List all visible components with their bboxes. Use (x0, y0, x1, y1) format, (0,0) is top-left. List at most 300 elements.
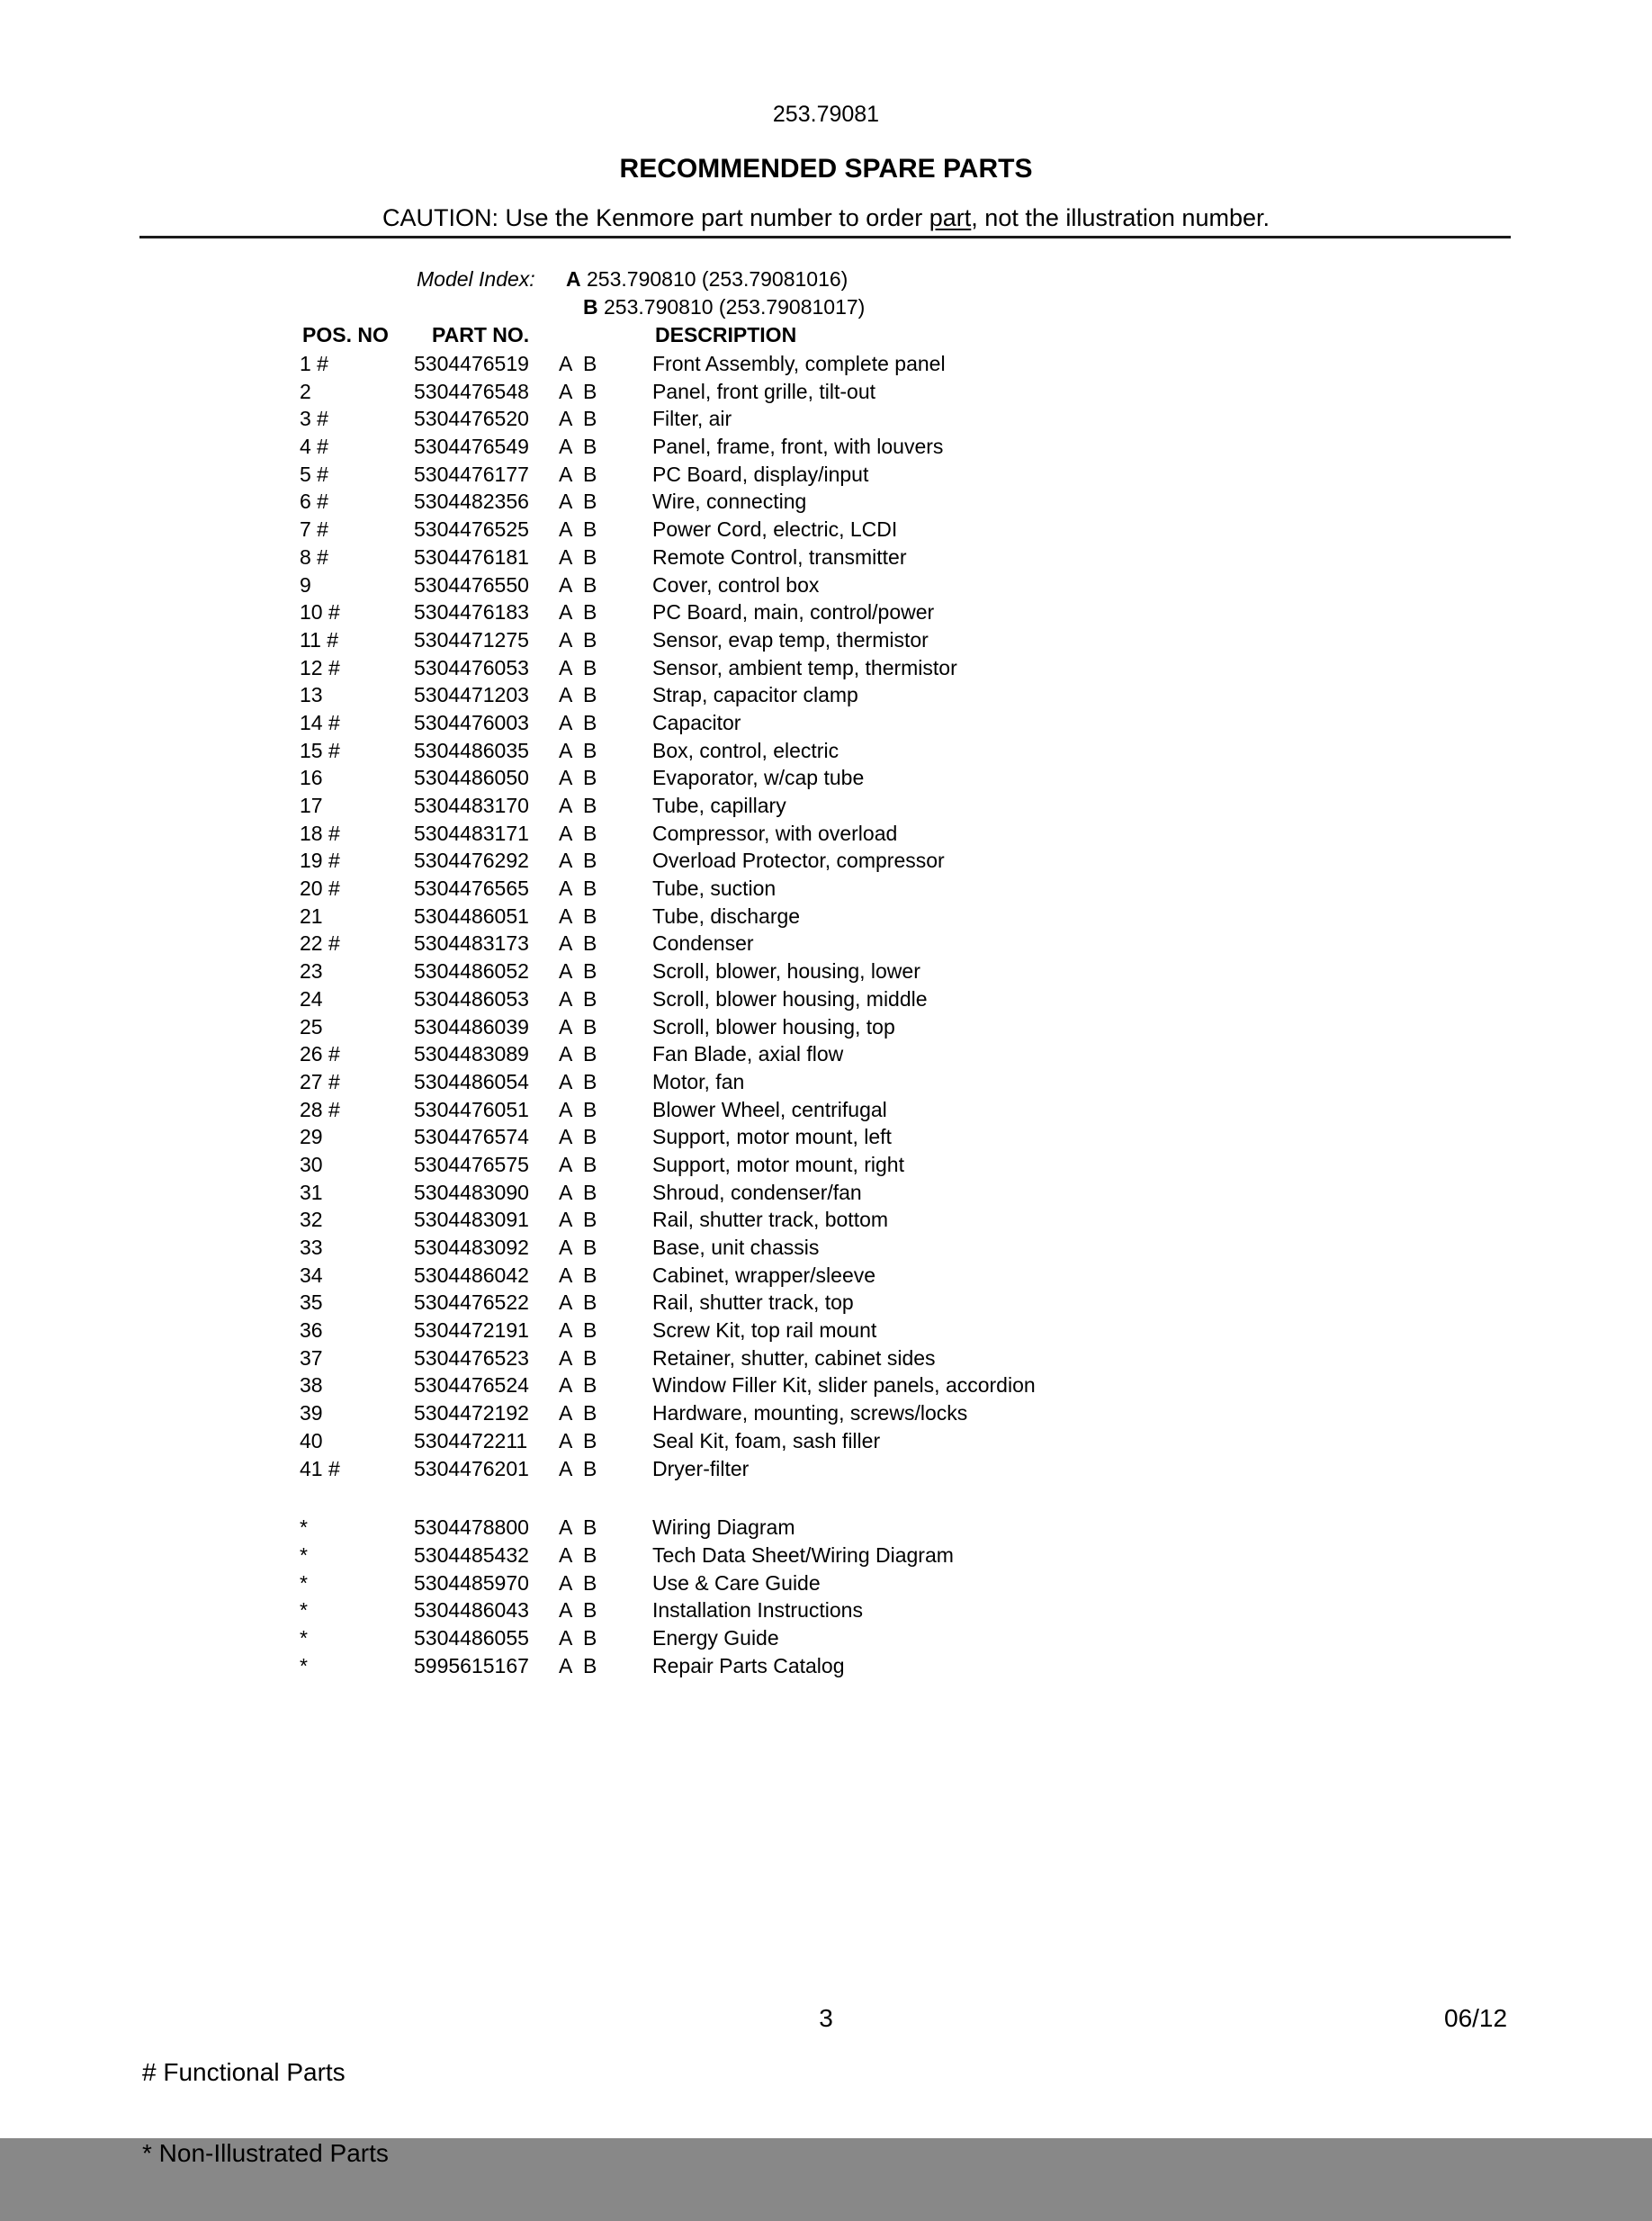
description-cell: Remote Control, transmitter (652, 544, 907, 569)
model-b-cell: B (583, 1428, 597, 1452)
parts-table-body (0, 350, 1652, 1679)
description-cell: Repair Parts Catalog (652, 1653, 845, 1677)
part-no-cell: 5304486035 (414, 738, 529, 762)
part-no-cell: 5304483173 (414, 931, 529, 956)
description-cell: Condenser (652, 931, 754, 956)
pos-no-cell: 18 # (300, 821, 340, 845)
model-b-cell: B (583, 1456, 597, 1480)
model-b-cell: B (583, 1125, 597, 1149)
pos-no-cell: 29 (300, 1125, 323, 1149)
model-a-cell: A (559, 1014, 573, 1039)
description-cell: Filter, air (652, 407, 732, 431)
part-no-cell: 5304476575 (414, 1152, 529, 1176)
model-a-cell: A (559, 1318, 573, 1343)
model-b-cell: B (583, 904, 597, 928)
model-a-cell: A (559, 986, 573, 1011)
model-b-cell: B (583, 1542, 597, 1567)
model-a-cell: A (559, 738, 573, 762)
pos-no-cell: 14 # (300, 710, 340, 734)
model-b-cell: B (583, 821, 597, 845)
part-no-cell: 5304485970 (414, 1570, 529, 1595)
table-row (0, 1371, 1652, 1399)
table-row (0, 488, 1652, 516)
table-row (0, 1068, 1652, 1096)
part-no-cell: 5304486051 (414, 904, 529, 928)
table-row (0, 571, 1652, 599)
part-no-cell: 5304486052 (414, 959, 529, 984)
model-b-cell: B (583, 600, 597, 625)
pos-no-cell: 8 # (300, 544, 328, 569)
description-cell: Tube, capillary (652, 794, 786, 817)
description-cell: Fan Blade, axial flow (652, 1042, 844, 1066)
model-b-cell: B (583, 1653, 597, 1677)
table-row (0, 1123, 1652, 1151)
model-b-cell: B (583, 1345, 597, 1370)
model-a-cell: A (559, 766, 573, 790)
description-cell: Panel, front grille, tilt-out (652, 379, 876, 403)
model-b-cell: B (583, 655, 597, 679)
description-cell: Screw Kit, top rail mount (652, 1318, 877, 1343)
table-row (0, 681, 1652, 709)
pos-no-cell: 21 (300, 904, 323, 928)
pos-no-cell: 25 (300, 1014, 323, 1039)
description-cell: Strap, capacitor clamp (652, 683, 858, 707)
pos-no-cell: * (300, 1598, 308, 1623)
model-a-cell: A (559, 544, 573, 569)
model-a-cell: A (559, 1069, 573, 1093)
model-a-cell: A (559, 1456, 573, 1480)
description-cell: Seal Kit, foam, sash filler (652, 1428, 881, 1452)
model-a-cell: A (559, 435, 573, 459)
description-cell: Rail, shutter track, top (652, 1290, 854, 1315)
pos-no-cell: 36 (300, 1318, 323, 1343)
pos-no-cell: 15 # (300, 738, 340, 762)
model-a-cell: A (559, 407, 573, 431)
table-row (0, 1013, 1652, 1041)
model-a-cell: A (559, 572, 573, 597)
model-b-cell: B (583, 352, 597, 375)
table-row (0, 847, 1652, 875)
pos-no-cell: 6 # (300, 490, 328, 514)
model-b-cell: B (583, 959, 597, 984)
pos-no-cell: 24 (300, 986, 323, 1011)
table-row (0, 764, 1652, 792)
model-letter: A (566, 267, 581, 291)
model-b-cell: B (583, 379, 597, 403)
part-no-cell: 5304472191 (414, 1318, 529, 1343)
pos-no-cell: 10 # (300, 600, 340, 625)
model-a-cell: A (559, 931, 573, 956)
pos-no-cell: 11 # (300, 627, 339, 652)
model-b-cell: B (583, 766, 597, 790)
model-b-cell: B (583, 1570, 597, 1595)
model-b-cell: B (583, 683, 597, 707)
pos-no-cell: 40 (300, 1428, 323, 1452)
table-row (0, 1399, 1652, 1427)
model-b-cell: B (583, 1069, 597, 1093)
part-no-cell: 5304471275 (414, 627, 529, 652)
part-no-cell: 5304476522 (414, 1290, 529, 1315)
table-row (0, 1514, 1652, 1542)
description-cell: PC Board, main, control/power (652, 600, 935, 625)
part-no-cell: 5304483171 (414, 821, 529, 845)
table-row (0, 930, 1652, 958)
pos-no-cell: 12 # (300, 655, 340, 679)
model-number: 253.790810 (253.79081017) (604, 295, 866, 319)
model-b-cell: B (583, 627, 597, 652)
description-cell: Wire, connecting (652, 490, 807, 514)
model-index-entry-a (566, 265, 848, 293)
model-b-cell: B (583, 1318, 597, 1343)
model-b-cell: B (583, 462, 597, 486)
part-no-cell: 5304476523 (414, 1345, 529, 1370)
model-a-cell: A (559, 1236, 573, 1259)
pos-no-cell: 30 (300, 1152, 323, 1176)
pos-no-cell: 27 # (300, 1069, 340, 1093)
pos-no-cell: 38 (300, 1373, 323, 1398)
table-row (0, 433, 1652, 461)
pos-no-cell: 1 # (300, 352, 328, 375)
part-no-cell: 5304476183 (414, 600, 529, 625)
table-row (0, 1652, 1652, 1680)
table-row (0, 626, 1652, 654)
column-header-description: DESCRIPTION (655, 323, 797, 346)
description-cell: Dryer-filter (652, 1456, 750, 1480)
pos-no-cell: * (300, 1515, 308, 1540)
model-b-cell: B (583, 1208, 597, 1232)
model-b-cell: B (583, 435, 597, 459)
part-no-cell: 5304483170 (414, 794, 529, 817)
model-a-cell: A (559, 821, 573, 845)
description-cell: Retainer, shutter, cabinet sides (652, 1345, 936, 1370)
part-no-cell: 5304471203 (414, 683, 529, 707)
part-no-cell: 5304476520 (414, 407, 529, 431)
model-a-cell: A (559, 352, 573, 375)
divider-rule (139, 236, 1511, 238)
description-cell: Sensor, ambient temp, thermistor (652, 655, 957, 679)
caution-text-underlined: part (929, 204, 972, 231)
functional-parts-note: # Functional Parts (142, 2058, 346, 2086)
part-no-cell: 5304476524 (414, 1373, 529, 1398)
part-no-cell: 5304486053 (414, 986, 529, 1011)
table-row (0, 1455, 1652, 1483)
pos-no-cell: 20 # (300, 877, 340, 901)
part-no-cell: 5304485432 (414, 1542, 529, 1567)
model-b-cell: B (583, 1598, 597, 1623)
model-a-cell: A (559, 1152, 573, 1176)
pos-no-cell: 33 (300, 1236, 323, 1259)
description-cell: Scroll, blower housing, middle (652, 986, 928, 1011)
table-row (0, 792, 1652, 820)
part-no-cell: 5304483091 (414, 1208, 529, 1232)
model-a-cell: A (559, 517, 573, 542)
model-index-label: Model Index: (417, 267, 535, 291)
description-cell: Use & Care Guide (652, 1570, 821, 1595)
part-no-cell: 5304476519 (414, 352, 529, 375)
model-b-cell: B (583, 407, 597, 431)
description-cell: Compressor, with overload (652, 821, 898, 845)
description-cell: Sensor, evap temp, thermistor (652, 627, 929, 652)
description-cell: Blower Wheel, centrifugal (652, 1097, 887, 1121)
part-no-cell: 5304476181 (414, 544, 529, 569)
pos-no-cell: * (300, 1570, 308, 1595)
description-cell: Tube, suction (652, 877, 777, 901)
table-row (0, 1624, 1652, 1652)
table-row (0, 405, 1652, 433)
table-row (0, 378, 1652, 406)
description-cell: Rail, shutter track, bottom (652, 1208, 889, 1232)
description-cell: Power Cord, electric, LCDI (652, 517, 898, 542)
part-no-cell: 5304486050 (414, 766, 529, 790)
description-cell: PC Board, display/input (652, 462, 869, 486)
column-header-pos-no: POS. NO (302, 323, 389, 346)
non-illustrated-parts-note: * Non-Illustrated Parts (142, 2139, 389, 2167)
part-no-cell: 5304483090 (414, 1180, 529, 1204)
model-a-cell: A (559, 1097, 573, 1121)
table-row (0, 654, 1652, 682)
model-b-cell: B (583, 490, 597, 514)
model-a-cell: A (559, 710, 573, 734)
model-a-cell: A (559, 600, 573, 625)
part-no-cell: 5995615167 (414, 1653, 529, 1677)
description-cell: Scroll, blower, housing, lower (652, 959, 920, 984)
model-a-cell: A (559, 1125, 573, 1149)
description-cell: Installation Instructions (652, 1598, 863, 1623)
pos-no-cell: 13 (300, 683, 323, 707)
part-no-cell: 5304486039 (414, 1014, 529, 1039)
part-no-cell: 5304476201 (414, 1456, 529, 1480)
model-a-cell: A (559, 1570, 573, 1595)
table-row (0, 1542, 1652, 1569)
pos-no-cell: 2 (300, 379, 311, 403)
description-cell: Energy Guide (652, 1625, 779, 1650)
footer-legend (142, 2005, 389, 2221)
pos-no-cell: 41 # (300, 1456, 340, 1480)
model-b-cell: B (583, 1515, 597, 1540)
caution-note (0, 203, 1652, 232)
pos-no-cell: 4 # (300, 435, 328, 459)
part-no-cell: 5304486042 (414, 1263, 529, 1287)
caution-text-prefix: CAUTION: Use the Kenmore part number to order (382, 204, 929, 231)
table-row (0, 1344, 1652, 1372)
model-a-cell: A (559, 1345, 573, 1370)
column-header-part-no: PART NO. (432, 323, 530, 346)
pos-no-cell: 23 (300, 959, 323, 984)
table-row (0, 1289, 1652, 1317)
part-no-cell: 5304476565 (414, 877, 529, 901)
model-b-cell: B (583, 931, 597, 956)
model-a-cell: A (559, 1042, 573, 1066)
pos-no-cell: 31 (300, 1180, 323, 1204)
description-cell: Support, motor mount, right (652, 1152, 904, 1176)
model-a-cell: A (559, 959, 573, 984)
pos-no-cell: 16 (300, 766, 323, 790)
model-b-cell: B (583, 849, 597, 873)
description-cell: Panel, frame, front, with louvers (652, 435, 944, 459)
table-row (0, 516, 1652, 544)
model-number: 253.790810 (253.79081016) (587, 267, 848, 291)
model-b-cell: B (583, 710, 597, 734)
model-a-cell: A (559, 794, 573, 817)
model-a-cell: A (559, 1428, 573, 1452)
pos-no-cell: 32 (300, 1208, 323, 1232)
table-row (0, 903, 1652, 931)
model-a-cell: A (559, 462, 573, 486)
part-no-cell: 5304482356 (414, 490, 529, 514)
model-b-cell: B (583, 517, 597, 542)
part-no-cell: 5304476292 (414, 849, 529, 873)
table-row (0, 1040, 1652, 1068)
model-b-cell: B (583, 1290, 597, 1315)
part-no-cell: 5304486055 (414, 1625, 529, 1650)
model-a-cell: A (559, 1515, 573, 1540)
model-a-cell: A (559, 904, 573, 928)
pos-no-cell: 22 # (300, 931, 340, 956)
page-title: RECOMMENDED SPARE PARTS (619, 154, 1033, 184)
description-cell: Box, control, electric (652, 738, 839, 762)
model-a-cell: A (559, 379, 573, 403)
part-no-cell: 5304476574 (414, 1125, 529, 1149)
description-cell: Evaporator, w/cap tube (652, 766, 865, 790)
part-no-cell: 5304483092 (414, 1236, 529, 1259)
table-row (0, 544, 1652, 571)
table-row (0, 1151, 1652, 1179)
pos-no-cell: 3 # (300, 407, 328, 431)
part-no-cell: 5304476525 (414, 517, 529, 542)
caution-text-suffix: , not the illustration number. (971, 204, 1270, 231)
model-a-cell: A (559, 1542, 573, 1567)
part-no-cell: 5304486054 (414, 1069, 529, 1093)
table-row (0, 709, 1652, 737)
model-b-cell: B (583, 1373, 597, 1398)
part-no-cell: 5304472192 (414, 1401, 529, 1425)
table-row (0, 1596, 1652, 1624)
part-no-cell: 5304476003 (414, 710, 529, 734)
model-a-cell: A (559, 849, 573, 873)
part-no-cell: 5304476053 (414, 655, 529, 679)
description-cell: Overload Protector, compressor (652, 849, 945, 873)
description-cell: Tech Data Sheet/Wiring Diagram (652, 1542, 954, 1567)
table-row (0, 1179, 1652, 1207)
table-row (0, 350, 1652, 378)
description-cell: Hardware, mounting, screws/locks (652, 1401, 968, 1425)
table-row (0, 1427, 1652, 1455)
model-a-cell: A (559, 1290, 573, 1315)
model-a-cell: A (559, 490, 573, 514)
model-letter: B (583, 295, 598, 319)
part-no-cell: 5304476550 (414, 572, 529, 597)
page-number: 3 (819, 2004, 833, 2032)
table-row (0, 598, 1652, 626)
pos-no-cell: * (300, 1542, 308, 1567)
pos-no-cell: * (300, 1653, 308, 1677)
part-no-cell: 5304476051 (414, 1097, 529, 1121)
table-row (0, 875, 1652, 903)
pos-no-cell: 19 # (300, 849, 340, 873)
model-a-cell: A (559, 1598, 573, 1623)
description-cell: Window Filler Kit, slider panels, accordion (652, 1373, 1036, 1398)
description-cell: Cover, control box (652, 572, 820, 597)
model-b-cell: B (583, 572, 597, 597)
description-cell: Tube, discharge (652, 904, 801, 928)
model-b-cell: B (583, 738, 597, 762)
date-code: 06/12 (1444, 2004, 1508, 2032)
description-cell: Support, motor mount, left (652, 1125, 892, 1149)
model-b-cell: B (583, 986, 597, 1011)
pos-no-cell: 28 # (300, 1097, 340, 1121)
pos-no-cell: 9 (300, 572, 311, 597)
table-row (0, 1096, 1652, 1124)
pos-no-cell: 39 (300, 1401, 323, 1425)
model-a-cell: A (559, 1180, 573, 1204)
table-row (0, 958, 1652, 985)
table-row (0, 461, 1652, 489)
model-b-cell: B (583, 1042, 597, 1066)
model-a-cell: A (559, 683, 573, 707)
description-cell: Cabinet, wrapper/sleeve (652, 1263, 876, 1287)
model-a-cell: A (559, 655, 573, 679)
part-no-cell: 5304483089 (414, 1042, 529, 1066)
table-row (0, 1317, 1652, 1344)
model-b-cell: B (583, 1236, 597, 1259)
model-a-cell: A (559, 1625, 573, 1650)
model-b-cell: B (583, 1180, 597, 1204)
pos-no-cell: 37 (300, 1345, 323, 1370)
pos-no-cell: 34 (300, 1263, 323, 1287)
table-row (0, 1569, 1652, 1597)
part-no-cell: 5304486043 (414, 1598, 529, 1623)
model-b-cell: B (583, 794, 597, 817)
model-b-cell: B (583, 1097, 597, 1121)
model-a-cell: A (559, 627, 573, 652)
model-a-cell: A (559, 1653, 573, 1677)
description-cell: Base, unit chassis (652, 1236, 820, 1259)
model-a-cell: A (559, 1208, 573, 1232)
model-b-cell: B (583, 1401, 597, 1425)
table-row (0, 1262, 1652, 1290)
pos-no-cell: 17 (300, 794, 323, 817)
model-b-cell: B (583, 877, 597, 901)
document-number: 253.79081 (772, 102, 880, 127)
model-a-cell: A (559, 1373, 573, 1398)
part-no-cell: 5304476177 (414, 462, 529, 486)
description-cell: Capacitor (652, 710, 741, 734)
model-a-cell: A (559, 1401, 573, 1425)
model-a-cell: A (559, 1263, 573, 1287)
section-gap (0, 1482, 1652, 1514)
model-b-cell: B (583, 1263, 597, 1287)
description-cell: Front Assembly, complete panel (652, 352, 946, 375)
table-row (0, 737, 1652, 765)
description-cell: Wiring Diagram (652, 1515, 795, 1540)
model-a-cell: A (559, 877, 573, 901)
pos-no-cell: 26 # (300, 1042, 340, 1066)
part-no-cell: 5304478800 (414, 1515, 529, 1540)
pos-no-cell: * (300, 1625, 308, 1650)
description-cell: Scroll, blower housing, top (652, 1014, 895, 1039)
model-b-cell: B (583, 1014, 597, 1039)
pos-no-cell: 5 # (300, 462, 328, 486)
description-cell: Shroud, condenser/fan (652, 1180, 862, 1204)
table-row (0, 1206, 1652, 1234)
part-no-cell: 5304476548 (414, 379, 529, 403)
model-b-cell: B (583, 1152, 597, 1176)
table-header-row (0, 321, 1652, 349)
pos-no-cell: 35 (300, 1290, 323, 1315)
table-row (0, 985, 1652, 1013)
model-b-cell: B (583, 544, 597, 569)
part-no-cell: 5304476549 (414, 435, 529, 459)
